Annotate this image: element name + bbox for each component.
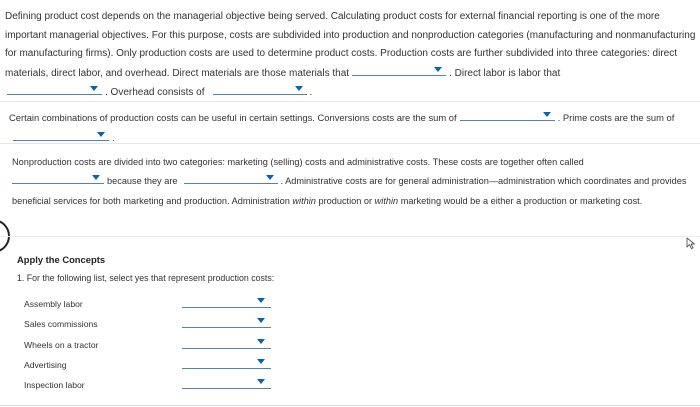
caret-down-icon <box>434 67 442 72</box>
combinations-text-2: . Prime costs are the sum of <box>557 112 675 123</box>
combinations-text-1: Certain combinations of production costs can be useful in certain settings. Conversions costs are the sum of <box>9 112 457 123</box>
page-bottom-border <box>0 405 700 406</box>
expensed-reason-dropdown[interactable] <box>184 172 278 184</box>
overhead-dropdown[interactable] <box>213 83 307 95</box>
cost-item-label: Sales commissions <box>24 319 98 329</box>
caret-down-icon <box>266 175 274 180</box>
section-divider <box>0 143 700 144</box>
nonproduction-paragraph <box>12 153 700 211</box>
cost-item-select[interactable] <box>182 296 271 308</box>
caret-down-icon <box>543 112 551 117</box>
nonproduction-text-3: . Administrative costs are for general administration—administration which coordinates and provides beneficial services for both marketing and production. Administration <box>12 176 687 206</box>
cost-item-label: Inspection labor <box>24 380 85 390</box>
nonproduction-text-5: marketing would be a either a production or marketing cost. <box>400 195 643 206</box>
apply-concepts-title: Apply the Concepts <box>17 254 106 265</box>
section-divider <box>0 101 700 102</box>
cost-item-select[interactable] <box>182 377 271 389</box>
cost-item-select[interactable] <box>182 337 271 349</box>
caret-down-icon <box>257 379 265 384</box>
caret-down-icon <box>257 298 265 303</box>
intro-paragraph <box>5 8 697 103</box>
caret-down-icon <box>92 175 100 180</box>
cost-item-label: Assembly labor <box>24 299 83 309</box>
caret-down-icon <box>257 339 265 344</box>
within-emphasis-1: within <box>292 195 316 206</box>
nonproduction-text-1: Nonproduction costs are divided into two categories: marketing (selling) costs and administrative costs. These costs are together often called <box>12 157 584 167</box>
caret-down-icon <box>90 86 98 91</box>
nonproduction-text-4: production or <box>318 195 373 206</box>
cost-item-label: Wheels on a tractor <box>24 340 99 350</box>
combinations-text-3: . <box>112 131 115 143</box>
nonproduction-text-2: because they are <box>107 176 178 187</box>
combinations-paragraph <box>9 108 697 147</box>
caret-down-icon <box>257 318 265 323</box>
cost-item-label: Advertising <box>24 360 67 370</box>
intro-text-1: Defining product cost depends on the managerial objective being served. Calculating product costs for external financial reporting is one of the more important managerial objectives. For this purpose, costs are subdivided into production and nonproduction categories (manufacturing and nonmanufacturing for manufacturing firms). Only production costs are used to determine product costs. Production costs are further subdivided into three categories: direct materials, direct labor, and overhead. Direct materials are those materials that <box>5 11 696 79</box>
direct-materials-dropdown[interactable] <box>352 64 446 76</box>
direct-labor-dropdown[interactable] <box>7 83 102 95</box>
mouse-pointer-icon <box>684 236 698 250</box>
period-costs-dropdown[interactable] <box>12 172 104 184</box>
intro-text-4: . <box>309 87 313 99</box>
conversion-costs-dropdown[interactable] <box>460 109 555 121</box>
section-divider <box>0 236 700 237</box>
cost-item-select[interactable] <box>182 316 271 328</box>
caret-down-icon <box>97 132 105 137</box>
caret-down-icon <box>257 359 265 364</box>
prime-costs-dropdown[interactable] <box>13 129 109 141</box>
question-1-prompt: 1. For the following list, select yes that represent production costs: <box>17 273 275 283</box>
intro-text-3: . Overhead consists of <box>105 87 205 99</box>
caret-down-icon <box>295 86 303 91</box>
within-emphasis-2: within <box>374 195 399 206</box>
cost-item-select[interactable] <box>182 357 271 369</box>
intro-text-2: . Direct labor is labor that <box>449 67 561 79</box>
